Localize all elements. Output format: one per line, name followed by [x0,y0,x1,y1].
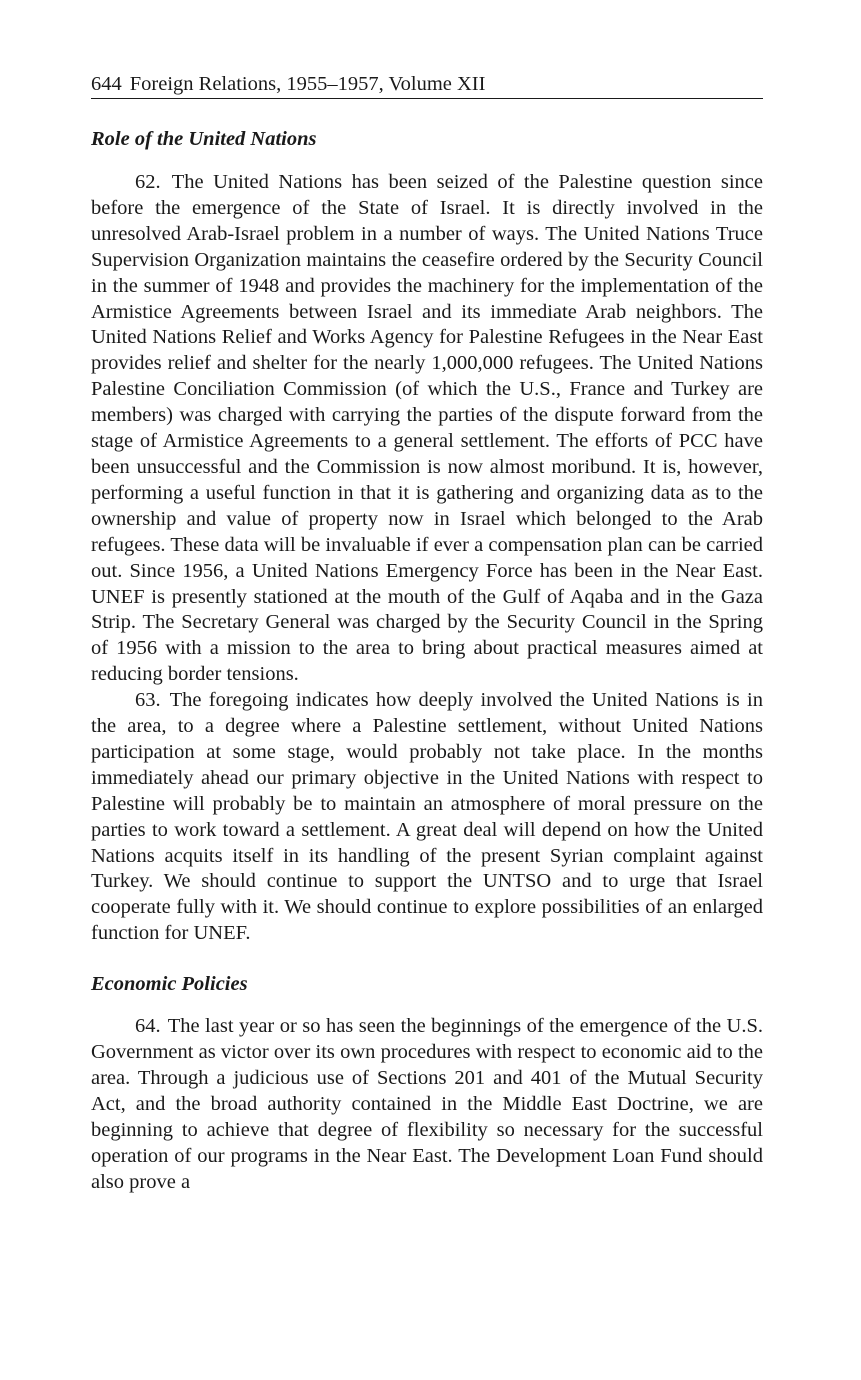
paragraph-text: The United Nations has been seized of the Palestine question since before the emergence of the State of Israel. It is directly involved in the unresolved Arab-Israel problem in a number of ways. The United Nations Truce Supervision Organization maintains the ceasefire ordered by the Security Council in the summer of 1948 and provides the machinery for the implementation of the Armistice Agreements between Israel and its immediate Arab neighbors. The United Nations Relief and Works Agency for Palestine Refugees in the Near East provides relief and shelter for the nearly 1,000,000 refugees. The United Nations Palestine Conciliation Commission (of which the U.S., France and Turkey are members) was charged with carrying the parties of the dispute forward from the stage of Armistice Agreements to a general settlement. The efforts of PCC have been unsuccessful and the Commission is now almost moribund. It is, however, performing a useful function in that it is gathering and organizing data as to the ownership and value of property now in Israel which belonged to the Arab refugees. These data will be invaluable if ever a compensation plan can be carried out. Since 1956, a United Nations Emergency Force has been in the Near East. UNEF is presently stationed at the mouth of the Gulf of Aqaba and in the Gaza Strip. The Secretary General was charged by the Security Council in the Spring of 1956 with a mission to the area to bring about practical measures aimed at reducing border tensions. [91,171,763,686]
document-page [91,72,763,1196]
section-role-of-un [91,126,763,947]
page-number: 644 [91,73,122,95]
paragraph-number: 64. [135,1015,161,1038]
section-economic-policies [91,971,763,1195]
volume-title: Foreign Relations, 1955–1957, Volume XII [129,73,486,95]
paragraph-text: The last year or so has seen the beginnings of the emergence of the U.S. Government as victor over its own procedures with respect to economic aid to the area. Through a judicious use of Sections 201 and 401 of the Mutual Security Act, and the broad authority contained in the Middle East Doctrine, we are beginning to achieve that degree of flexibility so necessary for the successful operation of our programs in the Near East. The Development Loan Fund should also prove a [91,1015,763,1193]
paragraph-63 [91,688,763,947]
paragraph-number: 62. [135,171,161,193]
paragraph-64 [91,1014,763,1195]
section-heading: Role of the United Nations [91,128,317,150]
paragraph-text: The foregoing indicates how deeply involved the United Nations is in the area, to a degree where a Palestine settlement, without United Nations participation at some stage, would probably not take place. In the months immediately ahead our primary objective in the United Nations with respect to Palestine will probably be to maintain an atmosphere of moral pressure on the parties to work toward a settlement. A great deal will depend on how the United Nations acquits itself in its handling of the present Syrian complaint against Turkey. We should continue to support the UNTSO and to urge that Israel cooperate fully with it. We should continue to explore possibilities of an enlarged function for UNEF. [91,689,763,945]
paragraph-62 [91,170,763,688]
paragraph-number: 63. [135,689,161,712]
running-header [91,72,763,99]
section-heading: Economic Policies [91,973,248,996]
